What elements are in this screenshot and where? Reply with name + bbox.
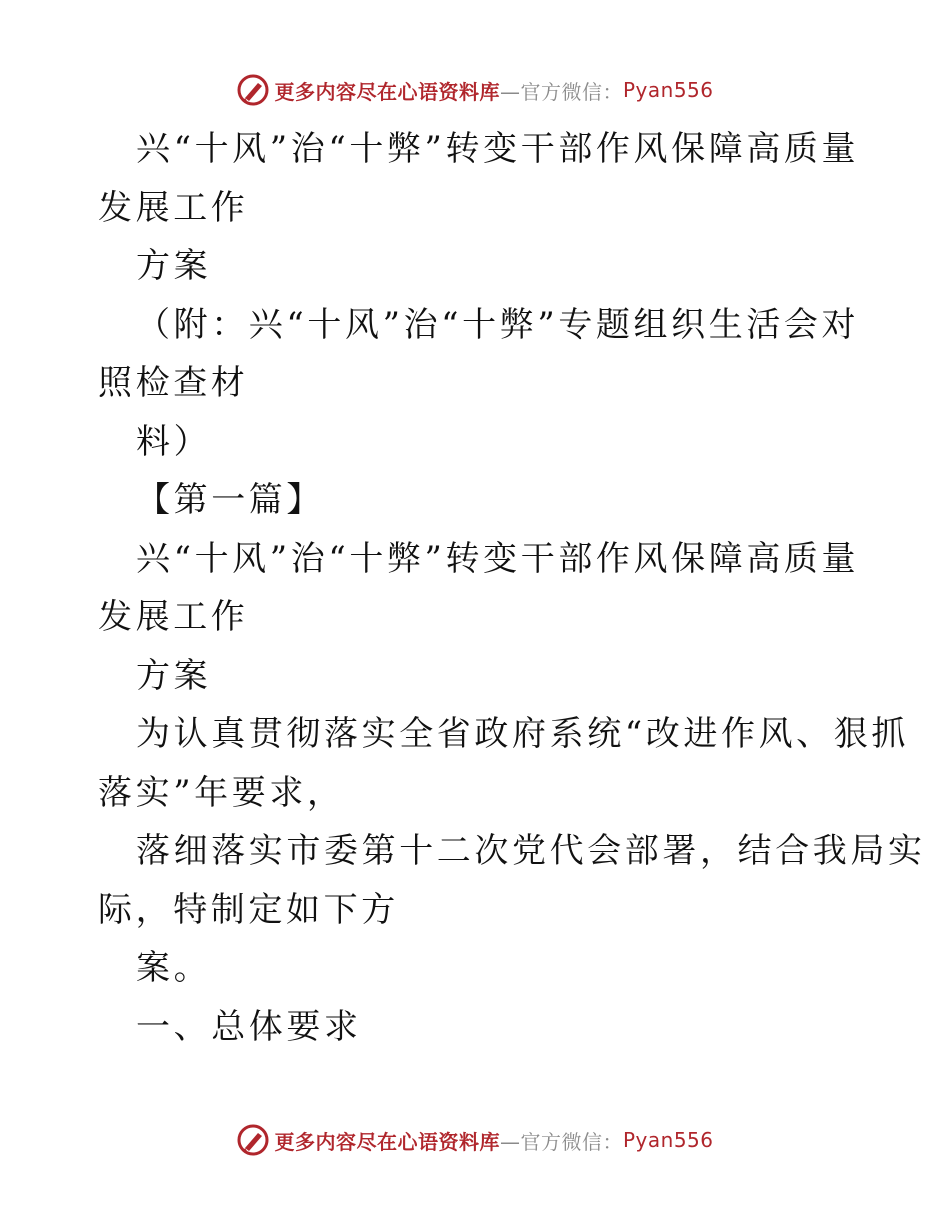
pen-logo-icon [236,73,270,107]
footer-watermark [0,1120,950,1160]
text-line: 落细落实市委第十二次党代会部署，结合我局实 [136,831,926,871]
text-line: （附：兴“十风”治“十弊”专题组织生活会对 [136,304,860,345]
text-line: 为认真贯彻落实全省政府系统“改进作风、狠抓 [136,714,909,754]
pen-logo-icon [236,1123,270,1157]
watermark-secondary-text: —官方微信： [499,1129,623,1154]
text-line: 落实”年要求， [98,772,345,813]
text-line: 照检查材 [98,363,249,403]
watermark-primary-text: 更多内容尽在心语资料库 [274,1129,500,1154]
text-line: 发展工作 [98,597,249,637]
watermark-id-text: Pyan556 [622,78,714,102]
text-line: 兴“十风”治“十弊”转变干部作风保障高质量 [136,129,860,169]
header-watermark [0,70,950,110]
watermark-secondary-text: —官方微信： [499,79,623,104]
text-line: 发展工作 [98,187,249,228]
text-line: 兴“十风”治“十弊”转变干部作风保障高质量 [136,538,860,579]
section-heading: 【第一篇】 [136,480,324,520]
document-body [98,120,926,1056]
text-line: 料） [136,421,212,462]
watermark-id-text: Pyan556 [622,1128,714,1152]
watermark-primary-text: 更多内容尽在心语资料库 [274,79,500,104]
text-line: 际，特制定如下方 [98,889,399,930]
text-line: 方案 [136,246,212,286]
text-line: 方案 [136,655,212,696]
text-line: 案。 [136,948,212,988]
subsection-heading: 一、总体要求 [136,1006,362,1047]
